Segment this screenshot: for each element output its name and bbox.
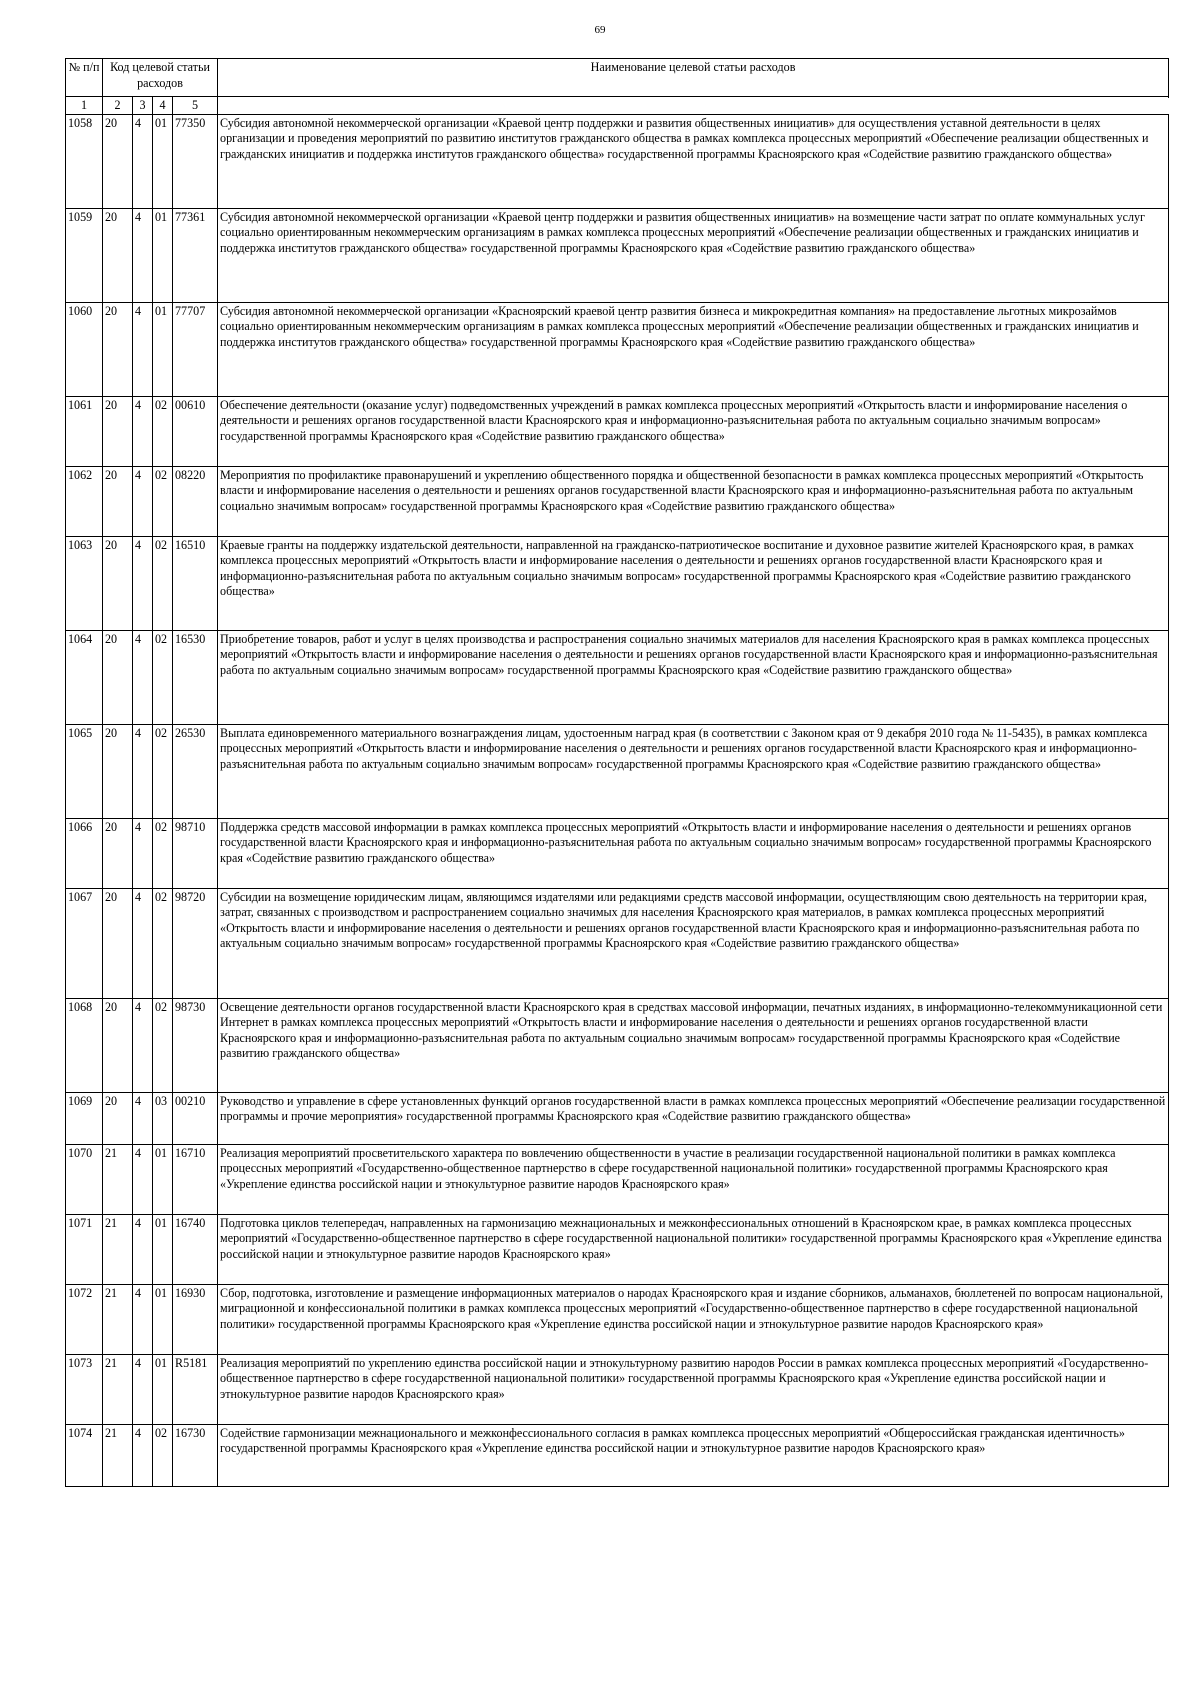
code-part-1: 20 [103,114,133,208]
code-part-2: 4 [133,1354,153,1424]
expense-name: Субсидии на возмещение юридическим лицам, являющимся издателями или редакциями средств массовой информации, осуществляющим свою деятельность на территории края, затрат, связанных с производством и распространением социально значимых для населения Красноярского края материалов, в рамках комплекса процессных мероприятий «Открытость власти и информирование населения о деятельности и решениях органов государственной власти Красноярского края и информационно-разъяснительная работа по актуальным социально значимым вопросам» государственной программы Красноярского края «Содействие развитию гражданского общества» [218,888,1169,998]
code-part-4: 77361 [173,208,218,302]
expense-name: Содействие гармонизации межнационального и межконфессионального согласия в рамках комплекса процессных мероприятий «Общероссийская гражданская идентичность» государственной программы Красноярского края «Укрепление единства российской нации и этнокультурное развитие народов Красноярского края» [218,1424,1169,1486]
code-part-4: 00610 [173,396,218,466]
code-part-3: 01 [153,1214,173,1284]
row-number: 1063 [66,536,103,630]
code-part-2: 4 [133,724,153,818]
expense-name: Мероприятия по профилактике правонарушений и укреплению общественного порядка и общественной безопасности в рамках комплекса процессных мероприятий «Открытость власти и информирование населения о деятельности и решениях органов государственной власти Красноярского края и информационно-разъяснительная работа по актуальным социально значимым вопросам» государственной программы Красноярского края «Содействие развитию гражданского общества» [218,466,1169,536]
row-number: 1064 [66,630,103,724]
table-row [66,1424,1169,1486]
code-part-2: 4 [133,466,153,536]
code-part-4: 26530 [173,724,218,818]
code-part-4: 77707 [173,302,218,396]
table-row [66,208,1169,302]
row-number: 1069 [66,1092,103,1144]
table-row [66,1144,1169,1214]
expense-name: Выплата единовременного материального вознаграждения лицам, удостоенным наград края (в соответствии с Законом края от 9 декабря 2010 года № 11-5435), в рамках комплекса процессных мероприятий «Открытость власти и информирование населения о деятельности и решениях органов государственной власти Красноярского края и информационно-разъяснительная работа по актуальным социально значимым вопросам» государственной программы Красноярского края «Содействие развитию гражданского общества» [218,724,1169,818]
row-number: 1073 [66,1354,103,1424]
code-part-1: 20 [103,724,133,818]
code-part-3: 01 [153,1144,173,1214]
code-part-3: 01 [153,1284,173,1354]
column-number: 5 [173,97,218,115]
code-part-3: 01 [153,302,173,396]
code-part-4: 00210 [173,1092,218,1144]
table-row [66,302,1169,396]
row-number: 1070 [66,1144,103,1214]
row-number: 1061 [66,396,103,466]
row-number: 1072 [66,1284,103,1354]
code-part-3: 03 [153,1092,173,1144]
code-part-4: 98710 [173,818,218,888]
code-part-1: 20 [103,888,133,998]
code-part-4: 16740 [173,1214,218,1284]
code-part-4: 16930 [173,1284,218,1354]
expense-name: Субсидия автономной некоммерческой организации «Краевой центр поддержки и развития общественных инициатив» на возмещение части затрат по оплате коммунальных услуг социально ориентированным некоммерческим организациям в рамках комплекса процессных мероприятий «Обеспечение реализации общественных и гражданских инициатив и поддержка институтов гражданского общества» государственной программы Красноярского края «Содействие развитию гражданского общества» [218,208,1169,302]
row-number: 1065 [66,724,103,818]
code-part-2: 4 [133,302,153,396]
code-part-4: 77350 [173,114,218,208]
code-part-3: 02 [153,396,173,466]
code-part-4: 16530 [173,630,218,724]
table-row [66,536,1169,630]
code-part-3: 01 [153,1354,173,1424]
code-part-1: 20 [103,536,133,630]
code-part-3: 02 [153,466,173,536]
code-part-1: 21 [103,1354,133,1424]
expense-name: Подготовка циклов телепередач, направленных на гармонизацию межнациональных и межконфессиональных отношений в Красноярском крае, в рамках комплекса процессных мероприятий «Государственно-общественное партнерство в сфере государственной национальной политики» государственной программы Красноярского края «Укрепление единства российской нации и этнокультурное развитие народов Красноярского края» [218,1214,1169,1284]
code-part-4: R5181 [173,1354,218,1424]
column-number: 4 [153,97,173,115]
code-part-1: 21 [103,1424,133,1486]
code-part-1: 21 [103,1144,133,1214]
code-part-2: 4 [133,1214,153,1284]
code-part-1: 20 [103,396,133,466]
page-number: 69 [594,24,606,36]
table-row [66,1092,1169,1144]
table-row [66,998,1169,1092]
row-number: 1071 [66,1214,103,1284]
row-number: 1074 [66,1424,103,1486]
code-part-1: 20 [103,998,133,1092]
code-part-3: 02 [153,888,173,998]
code-part-2: 4 [133,114,153,208]
code-part-2: 4 [133,396,153,466]
code-part-3: 02 [153,724,173,818]
code-part-4: 98720 [173,888,218,998]
row-number: 1059 [66,208,103,302]
code-part-1: 20 [103,630,133,724]
expense-name: Реализация мероприятий просветительского характера по вовлечению общественности в участие в реализации государственной национальной политики в рамках комплекса процессных мероприятий «Государственно-общественное партнерство в сфере государственной национальной политики» государственной программы Красноярского края «Укрепление единства российской нации и этнокультурное развитие народов Красноярского края» [218,1144,1169,1214]
expense-name: Субсидия автономной некоммерческой организации «Краевой центр поддержки и развития общественных инициатив» для осуществления уставной деятельности в целях организации и проведения мероприятий по развитию институтов гражданского общества в рамках комплекса процессных мероприятий «Обеспечение реализации общественных и гражданских инициатив и поддержка институтов гражданского общества» государственной программы Красноярского края «Содействие развитию гражданского общества» [218,114,1169,208]
column-number-row [66,97,1169,115]
target-expense-table [65,58,1169,1487]
header-code: Код целевой статьи расходов [103,59,218,97]
row-number: 1066 [66,818,103,888]
row-number: 1058 [66,114,103,208]
code-part-4: 16710 [173,1144,218,1214]
table-row [66,630,1169,724]
row-number: 1062 [66,466,103,536]
table-row [66,1284,1169,1354]
row-number: 1068 [66,998,103,1092]
column-number: 1 [66,97,103,115]
code-part-4: 16730 [173,1424,218,1486]
code-part-4: 08220 [173,466,218,536]
row-number: 1067 [66,888,103,998]
code-part-2: 4 [133,208,153,302]
code-part-2: 4 [133,1092,153,1144]
column-number: 2 [103,97,133,115]
expense-name: Субсидия автономной некоммерческой организации «Красноярский краевой центр развития бизнеса и микрокредитная компания» на предоставление льготных микрозаймов социально ориентированным некоммерческим организациям в рамках комплекса процессных мероприятий «Обеспечение реализации общественных и гражданских инициатив и поддержка институтов гражданского общества» государственной программы Красноярского края «Содействие развитию гражданского общества» [218,302,1169,396]
code-part-1: 20 [103,818,133,888]
code-part-3: 02 [153,1424,173,1486]
code-part-1: 20 [103,208,133,302]
table-row [66,1214,1169,1284]
code-part-3: 02 [153,630,173,724]
code-part-1: 20 [103,466,133,536]
code-part-1: 21 [103,1284,133,1354]
table-row [66,114,1169,208]
header-num: № п/п [66,59,103,97]
row-number: 1060 [66,302,103,396]
table-row [66,396,1169,466]
expense-name: Поддержка средств массовой информации в рамках комплекса процессных мероприятий «Открытость власти и информирование населения о деятельности и решениях органов государственной власти Красноярского края и информационно-разъяснительная работа по актуальным социально значимым вопросам» государственной программы Красноярского края «Содействие развитию гражданского общества» [218,818,1169,888]
expense-name: Обеспечение деятельности (оказание услуг) подведомственных учреждений в рамках комплекса процессных мероприятий «Открытость власти и информирование населения о деятельности и решениях органов государственной власти Красноярского края и информационно-разъяснительная работа по актуальным социально значимым вопросам» государственной программы Красноярского края «Содействие развитию гражданского общества» [218,396,1169,466]
expense-name: Руководство и управление в сфере установленных функций органов государственной власти в рамках комплекса процессных мероприятий «Обеспечение реализации государственной программы и прочие мероприятия» государственной программы Красноярского края «Содействие развитию гражданского общества» [218,1092,1169,1144]
code-part-2: 4 [133,1424,153,1486]
code-part-4: 16510 [173,536,218,630]
code-part-2: 4 [133,536,153,630]
code-part-2: 4 [133,888,153,998]
code-part-3: 01 [153,208,173,302]
expense-name: Сбор, подготовка, изготовление и размещение информационных материалов о народах Красноярского края и издание сборников, альманахов, бюллетеней по вопросам национальной, миграционной и конфессиональной политики в рамках комплекса процессных мероприятий «Государственно-общественное партнерство в сфере государственной национальной политики» государственной программы Красноярского края «Укрепление единства российской нации и этнокультурное развитие народов Красноярского края» [218,1284,1169,1354]
code-part-1: 21 [103,1214,133,1284]
code-part-3: 01 [153,114,173,208]
code-part-1: 20 [103,1092,133,1144]
code-part-2: 4 [133,1144,153,1214]
column-number: 3 [133,97,153,115]
code-part-1: 20 [103,302,133,396]
code-part-3: 02 [153,818,173,888]
header-name: Наименование целевой статьи расходов [218,59,1169,97]
code-part-3: 02 [153,536,173,630]
table-row [66,1354,1169,1424]
expense-name: Реализация мероприятий по укреплению единства российской нации и этнокультурному развитию народов России в рамках комплекса процессных мероприятий «Государственно-общественное партнерство в сфере государственной национальной политики» государственной программы Красноярского края «Укрепление единства российской нации и этнокультурное развитие народов Красноярского края» [218,1354,1169,1424]
code-part-2: 4 [133,630,153,724]
code-part-2: 4 [133,1284,153,1354]
table-row [66,724,1169,818]
expense-name: Освещение деятельности органов государственной власти Красноярского края в средствах массовой информации, печатных изданиях, в информационно-телекоммуникационной сети Интернет в рамках комплекса процессных мероприятий «Открытость власти и информирование населения о деятельности и решениях органов государственной власти Красноярского края и информационно-разъяснительная работа по актуальным социально значимым вопросам» государственной программы Красноярского края «Содействие развитию гражданского общества» [218,998,1169,1092]
table-row [66,888,1169,998]
table-row [66,466,1169,536]
header-row [66,59,1169,97]
table-row [66,818,1169,888]
expense-name: Краевые гранты на поддержку издательской деятельности, направленной на гражданско-патриотическое воспитание и духовное развитие жителей Красноярского края, в рамках комплекса процессных мероприятий «Открытость власти и информирование населения о деятельности и решениях органов государственной власти Красноярского края и информационно-разъяснительная работа по актуальным социально значимым вопросам» государственной программы Красноярского края «Содействие развитию гражданского общества» [218,536,1169,630]
code-part-2: 4 [133,818,153,888]
code-part-3: 02 [153,998,173,1092]
expense-name: Приобретение товаров, работ и услуг в целях производства и распространения социально значимых материалов для населения Красноярского края в рамках комплекса процессных мероприятий «Открытость власти и информирование населения о деятельности и решениях органов государственной власти Красноярского края и информационно-разъяснительная работа по актуальным социально значимым вопросам» государственной программы Красноярского края «Содействие развитию гражданского общества» [218,630,1169,724]
code-part-2: 4 [133,998,153,1092]
code-part-4: 98730 [173,998,218,1092]
